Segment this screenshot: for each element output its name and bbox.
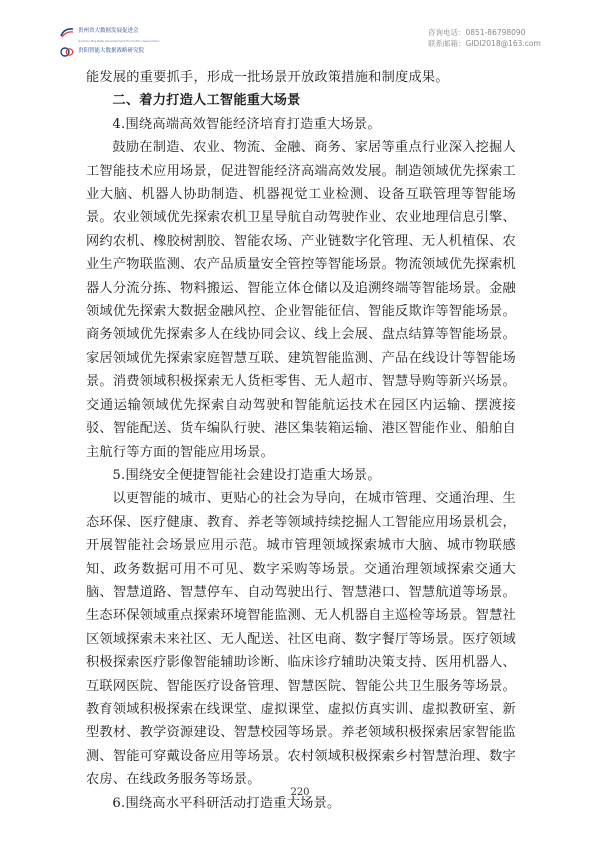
contact-email: 联系邮箱：GIDI2018@163.com <box>428 39 541 48</box>
logo-row-institute <box>60 46 160 58</box>
paragraph-continuation: 能发展的重要抓手，形成一批场景开放政策措施和制度成果。 <box>86 70 449 85</box>
page-header <box>0 0 600 60</box>
institute-logo-icon <box>60 46 74 58</box>
institute-name: 贵阳智能大数据战略研究院 <box>78 48 145 55</box>
association-name: 贵州省大数据发展促进会 <box>78 28 139 35</box>
contact-phone: 咨询电话：0851-86798090 <box>428 28 526 37</box>
association-english-name: Guizhou Big Data Development Promotion Association <box>78 39 160 43</box>
paragraph-smart-society: 以更智能的城市、更贴心的社会为导向，在城市管理、交通治理、生态环保、医疗健康、教育、养老等领域持续挖掘人工智能应用场景机会，开展智能社会场景应用示范。城市管理领域探索城市大脑、城市物联感知、政务数据可用不可见、数字采购等场景。交通治理领域探索交通大脑、智慧道路、智慧停车、自动驾驶出行、智慧港口、智慧航道等场景。生态环保领域重点探索环境智能监测、无人机器自主巡检等场景。智慧社区领域探索未来社区、无人配送、社区电商、数字餐厅等场景。医疗领域积极探索医疗影像智能辅助诊断、临床诊疗辅助决策支持、医用机器人、互联网医院、智能医疗设备管理、智慧医院、智能公共卫生服务等场景。教育领域积极探索在线课堂、虚拟课堂、虚拟仿真实训、虚拟教研室、新型教材、教学资源建设、智慧校园等场景。养老领域积极探索居家智能监测、智能可穿戴设备应用等场景。农村领域积极探索乡村智慧治理、数字农房、在线政务服务等场景。 <box>86 491 516 788</box>
association-logo-icon <box>60 26 74 38</box>
subsection-title-6: 6.围绕高水平科研活动打造重大场景。 <box>112 795 341 811</box>
page-number: 220 <box>290 787 310 798</box>
organization-logo <box>60 26 160 58</box>
subsection-title-4: 4.围绕高端高效智能经济培育打造重大场景。 <box>112 116 381 132</box>
paragraph-smart-economy: 鼓励在制造、农业、物流、金融、商务、家居等重点行业深入挖掘人工智能技术应用场景，促进智能经济高端高效发展。制造领域优先探索工业大脑、机器人协助制造、机器视觉工业检测、设备互联管理等智能场景。农业领域优先探索农机卫星导航自动驾驶作业、农业地理信息引擎、网约农机、橡胶树割胶、智能农场、产业链数字化管理、无人机植保、农业生产物联监测、农产品质量安全管控等智能场景。物流领域优先探索机器人分流分拣、物料搬运、智能立体仓储以及追溯终端等智能场景。金融领域优先探索大数据金融风控、企业智能征信、智能反欺诈等智能场景。商务领域优先探索多人在线协同会议、线上会展、盘点结算等智能场景。家居领域优先探索家庭智慧互联、建筑智能监测、产品在线设计等智能场景。消费领域积极探索无人货柜零售、无人超市、智慧导购等新兴场景。交通运输领域优先探索自动驾驶和智能航运技术在园区内运输、摆渡接驳、智能配送、货车编队行驶、港区集装箱运输、港区智能作业、船舶自主航行等方面的智能应用场景。 <box>86 140 516 460</box>
section-heading: 二、着力打造人工智能重大场景 <box>112 93 301 109</box>
document-body <box>86 66 516 815</box>
subsection-title-5: 5.围绕安全便捷智能社会建设打造重大场景。 <box>112 467 381 483</box>
logo-row-association <box>60 26 160 38</box>
contact-info <box>428 27 541 49</box>
